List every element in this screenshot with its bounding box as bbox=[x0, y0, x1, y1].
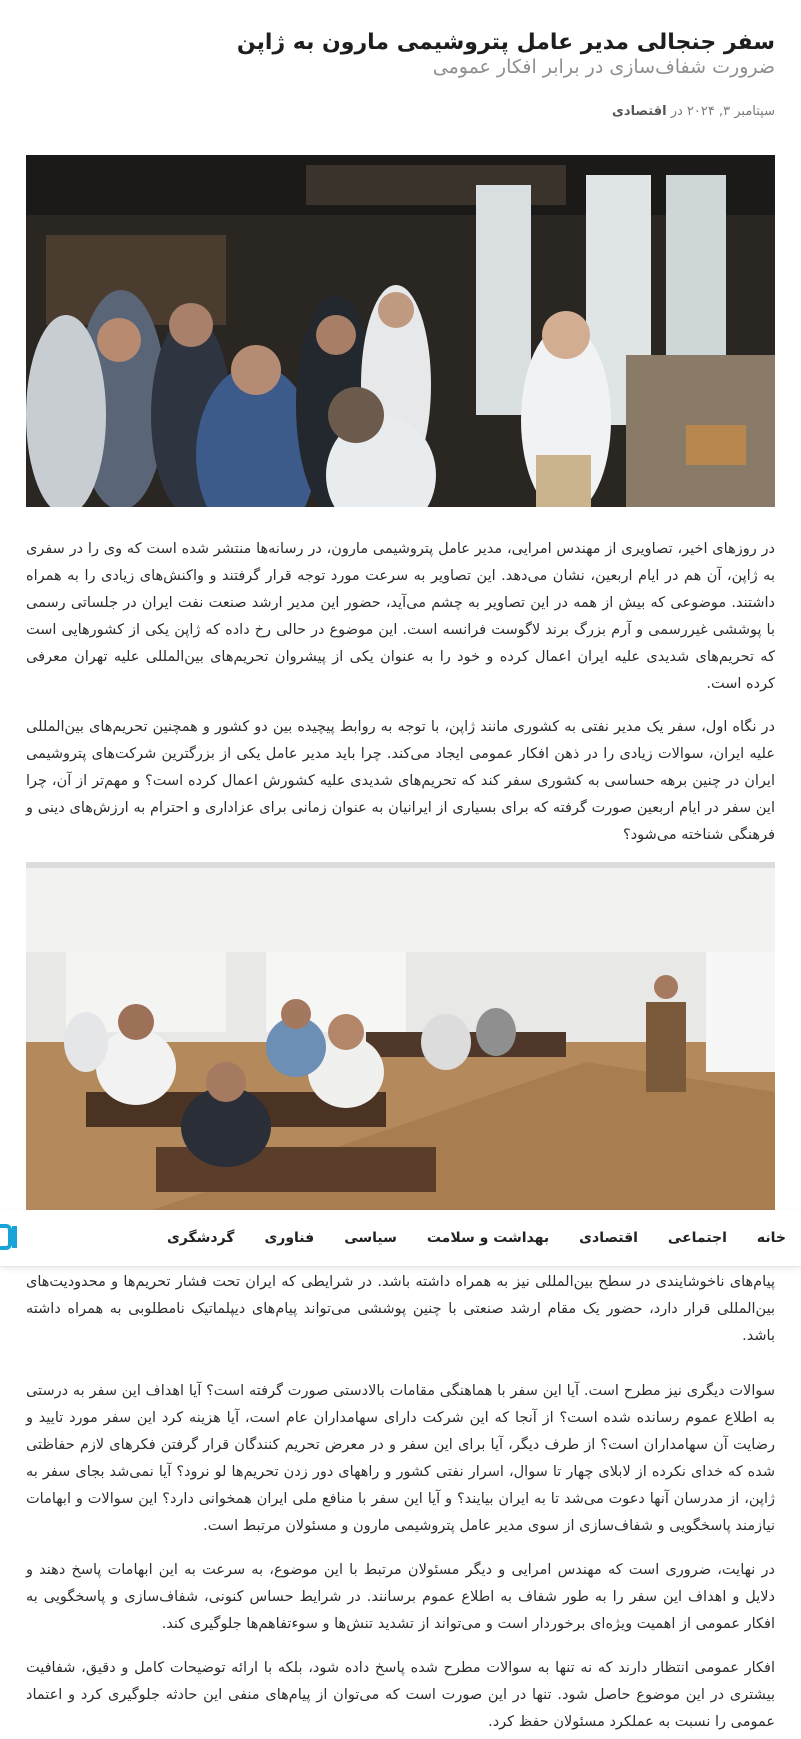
article-paragraph: افکار عمومی انتظار دارند که نه تنها به سوالات مطرح شده پاسخ داده شود، بلکه با ارائه توضیحات کامل و دقیق، شفافیت بیشتری در این موضوع حاصل شود. تنها در این صورت است که می‌توان از پیام‌های منفی این حادثه جلوگیری کرد و اعتماد عمومی را نسبت به عملکرد مسئولان حفظ کرد. bbox=[26, 1660, 775, 1730]
nav-item-tourism[interactable]: گردشگری bbox=[166, 1230, 235, 1246]
nav-item-health[interactable]: بهداشت و سلامت bbox=[426, 1230, 550, 1246]
nav-item-home[interactable]: خانه bbox=[756, 1230, 786, 1246]
article-paragraph: سوالات دیگری نیز مطرح است. آیا این سفر با هماهنگی مقامات بالادستی صورت گرفته است؟ آیا اهداف این سفر به درستی به اطلاع عموم رسانده شده است؟ از آنجا که این شرکت دارای سهامداران عام است، آیا هزینه کرد این سفر مورد تایید و رضایت آن سهامداران است؟ از طرف دیگر، آیا برای این سفر و در معرض تحریم کنندگان قرار گرفتن فکرهای لازم حفاظتی شده که خدای نکرده از لابلای چهار تا سوال، اسرار نفتی کشور و راههای دور زدن تحریم‌ها لو نرود؟ آیا نمی‌شد بجای سفر به ژاپن، از مدرسان آنها دعوت می‌شد تا به ایران بیایند؟ و آیا این سفر با منافع ملی ایران همخوانی دارد؟ این سوالات و ابهامات نیازمند پاسخگویی و شفاف‌سازی از سوی مدیر عامل پتروشیمی مارون و مسئولان مرتبط است. bbox=[26, 1383, 775, 1534]
classroom-photo-graphic bbox=[26, 862, 775, 1212]
article-paragraph: در نگاه اول، سفر یک مدیر نفتی به کشوری مانند ژاپن، با توجه به روابط پیچیده بین دو کشور و همچنین تحریم‌های بین‌المللی علیه ایران، سوالات زیادی را در ذهن افکار عمومی ایجاد می‌کند. چرا باید مدیر عامل یکی از بزرگترین شرکت‌های پتروشیمی ایران در چنین برهه حساسی به کشوری سفر کند که تحریم‌های شدیدی علیه کشورش اعمال کرده است؟ و مهم‌تر از آن، چرا این سفر در ایام اربعین صورت گرفته که برای بسیاری از ایرانیان به عنوان زمانی برای عزاداری و احترام به ارزش‌های دینی و فرهنگی شناخته می‌شود؟ bbox=[26, 719, 775, 843]
nav-item-economic[interactable]: اقتصادی bbox=[579, 1230, 638, 1246]
article-title: سفر جنجالی مدیر عامل پتروشیمی مارون به ژاپن bbox=[236, 29, 775, 55]
meta-in-label: در bbox=[670, 104, 683, 119]
category-link[interactable]: اقتصادی bbox=[612, 104, 667, 119]
article-paragraph: پیام‌های ناخوشایندی در سطح بین‌المللی نیز به همراه داشته باشد. در شرایطی که ایران تحت فشار تحریم‌ها و محدودیت‌های بین‌المللی قرار دارد، حضور یک مقام ارشد صنعتی با چنین پوششی می‌تواند پیام‌های دیپلماتیک نامطلوبی به همراه داشته باشد. bbox=[26, 1274, 775, 1344]
logo-mark bbox=[0, 1222, 22, 1252]
article-photo-classroom bbox=[26, 862, 775, 1212]
article-paragraph: در روزهای اخیر، تصاویری از مهندس امرایی، مدیر عامل پتروشیمی مارون، در رسانه‌ها منتشر شده است که وی را در سفری به ژاپن، آن هم در ایام اربعین، نشان می‌دهد. این تصاویر به سرعت مورد توجه قرار گرفتند و واکنش‌های زیادی را به همراه داشتند. موضوعی که بیش از همه در این تصاویر به چشم می‌آید، حضور این مدیر ارشد صنعت نفت ایران در جلساتی رسمی با پوششی غیررسمی و آرم بزرگ برند لاگوست فرانسه است. این موضوع در حالی رخ داده که ژاپن یکی از کشورهایی است که تحریم‌های شدیدی علیه ایران اعمال کرده و خود را به عنوان یکی از پیشروان تحریم‌های بین‌المللی علیه تهران معرفی کرده است. bbox=[26, 541, 775, 692]
nav-item-social[interactable]: اجتماعی bbox=[667, 1230, 727, 1246]
main-menu bbox=[152, 1210, 801, 1266]
museum-photo-graphic bbox=[26, 155, 775, 507]
site-logo-icon[interactable] bbox=[0, 1222, 22, 1252]
article-photo-museum bbox=[26, 155, 775, 507]
article-paragraph: در نهایت، ضروری است که مهندس امرایی و دیگر مسئولان مرتبط با این موضوع، به سرعت به این ابهامات پاسخ دهند و دلایل و اهداف این سفر را به طور شفاف به اطلاع عموم برسانند. در شرایط حساس کنونی، شفاف‌سازی و پاسخگویی به افکار عمومی از اهمیت ویژه‌ای برخوردار است و می‌تواند از تشدید تنش‌ها و سوءتفاهم‌ها جلوگیری کند. bbox=[26, 1562, 775, 1632]
nav-item-politics[interactable]: سیاسی bbox=[344, 1230, 397, 1246]
article-subtitle: ضرورت شفاف‌سازی در برابر افکار عمومی bbox=[432, 56, 775, 78]
publish-date: سپتامبر ۳, ۲۰۲۴ bbox=[686, 104, 775, 119]
nav-item-technology[interactable]: فناوری bbox=[264, 1230, 315, 1246]
top-navigation-bar bbox=[0, 1210, 801, 1267]
article-meta bbox=[26, 100, 775, 124]
